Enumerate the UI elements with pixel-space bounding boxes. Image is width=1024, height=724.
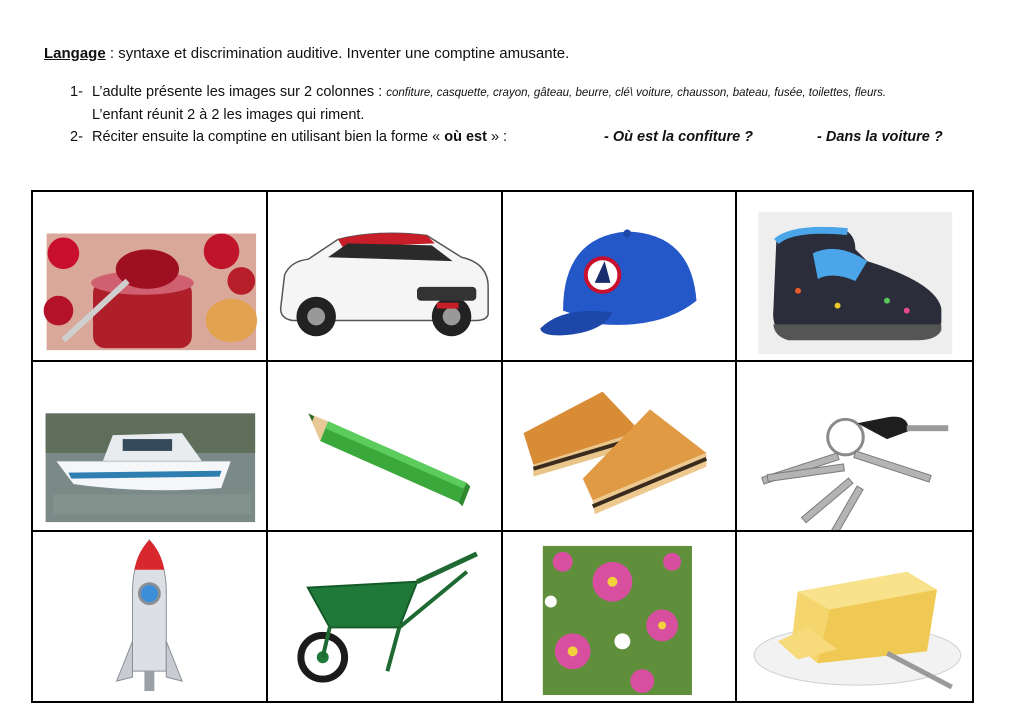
card-jam[interactable]	[33, 192, 268, 362]
card-cap[interactable]	[503, 192, 738, 362]
card-pencil[interactable]	[268, 362, 503, 532]
heading-text: : syntaxe et discrimination auditive. Inventer une comptine amusante.	[105, 45, 570, 62]
flowers-image	[503, 532, 736, 701]
car-image	[268, 192, 501, 360]
pencil-image	[268, 362, 501, 530]
card-butter[interactable]	[737, 532, 972, 701]
instruction-1	[70, 84, 886, 100]
instruction-2-bold: où est	[444, 129, 487, 145]
instruction-1-number: 1-	[70, 84, 83, 100]
card-cake[interactable]	[503, 362, 738, 532]
card-slipper[interactable]	[737, 192, 972, 362]
butter-image	[737, 532, 972, 701]
cap-image	[503, 192, 736, 360]
example-question: - Où est la confiture ?	[604, 129, 754, 145]
instruction-2-number: 2-	[70, 129, 83, 145]
instruction-2-after: » :	[486, 129, 508, 145]
example-answer: - Dans la voiture ?	[817, 129, 943, 145]
instruction-1-line2: L’enfant réunit 2 à 2 les images qui riment.	[92, 107, 365, 123]
card-boat[interactable]	[33, 362, 268, 532]
card-rocket[interactable]	[33, 532, 268, 701]
card-flowers[interactable]	[503, 532, 738, 701]
card-keys[interactable]	[737, 362, 972, 532]
heading-label: Langage	[44, 45, 106, 62]
slipper-image	[737, 192, 972, 360]
rocket-image	[33, 532, 266, 701]
boat-image	[33, 362, 266, 530]
wheelbarrow-image	[268, 532, 501, 701]
instruction-2-text: Réciter ensuite la comptine en utilisant bien la forme «	[92, 129, 445, 145]
instruction-2	[70, 129, 507, 145]
jam-image	[33, 192, 266, 360]
picture-grid	[31, 190, 974, 703]
instruction-1-words: confiture, casquette, crayon, gâteau, beurre, clé\ voiture, chausson, bateau, fusée, toilettes, fleurs.	[386, 87, 887, 99]
page-heading	[44, 45, 569, 62]
cake-image	[503, 362, 736, 530]
keys-image	[737, 362, 972, 530]
card-car[interactable]	[268, 192, 503, 362]
instruction-1-text: L’adulte présente les images sur 2 colonnes :	[92, 84, 387, 100]
card-wheelbarrow[interactable]	[268, 532, 503, 701]
